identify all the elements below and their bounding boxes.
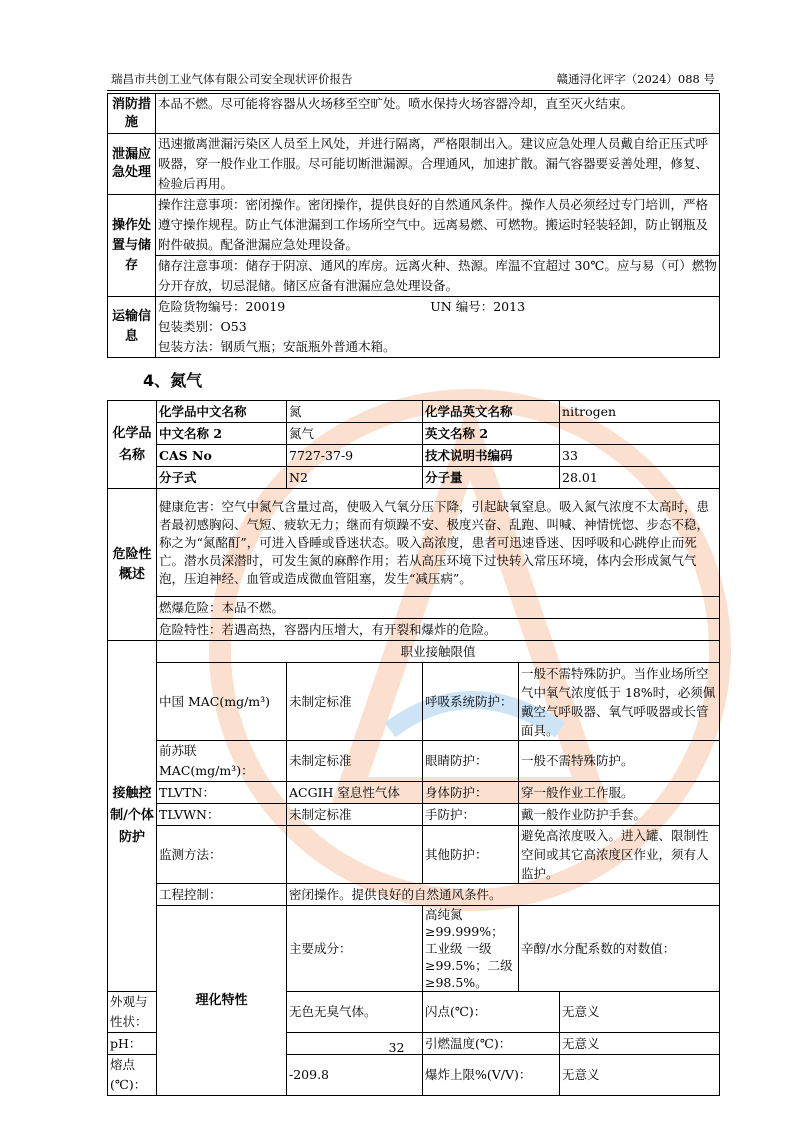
engineering-control-label: 工程控制： [157, 884, 287, 906]
page-number: 32 [388, 1040, 405, 1055]
body-protection-value: 穿一般作业工作服。 [519, 782, 720, 804]
name-block-label: 化学品名称 [108, 401, 157, 489]
ussr-mac-label: 前苏联MAC(mg/m³)： [157, 741, 287, 782]
page-header [107, 70, 719, 88]
row-label: 泄漏应急处理 [108, 134, 156, 195]
exposure-block-label [108, 641, 157, 992]
tlvtn-label: TLVTN： [157, 782, 287, 804]
explosion-hazard-row [108, 597, 720, 619]
field-value: 33 [560, 445, 720, 467]
name-row [108, 423, 720, 445]
field-label: 英文名称 2 [423, 423, 560, 445]
field-value: 氮 [287, 401, 423, 423]
name-row [108, 467, 720, 489]
property-value: 无意义 [560, 1055, 720, 1096]
hazard-property-row [108, 619, 720, 641]
field-label: CAS No [157, 445, 287, 467]
eye-protection-value: 一般不需特殊防护。 [519, 741, 720, 782]
tlvwn-label: TLVWN： [157, 804, 287, 826]
hand-protection-label: 手防护： [423, 804, 519, 826]
field-value: 氮气 [287, 423, 423, 445]
other-protection-label: 其他防护： [423, 826, 519, 884]
name-row [108, 401, 720, 423]
transport-row [108, 297, 720, 358]
exposure-label-text: 接触控制/个体防护 [110, 786, 154, 845]
handling-text: 操作注意事项：密闭操作。密闭操作，提供良好的自然通风条件。操作人员必须经过专门培训，严格遵守操作规程。防止气体泄漏到工作场所空气中。远离易燃、可燃物。搬运时轻装轻卸，防止钢瓶及附件破损。配备泄漏应急处理设备。 [156, 195, 720, 256]
explosion-hazard-text: 燃爆危险：本品不燃。 [157, 597, 720, 619]
packing-class: 包装类别：O53 [158, 319, 247, 334]
field-value [560, 423, 720, 445]
property-label: 闪点(℃)： [423, 992, 560, 1033]
eye-protection-label: 眼睛防护： [423, 741, 519, 782]
field-label: 化学品英文名称 [423, 401, 560, 423]
fire-measures-text: 本品不燃。尽可能将容器从火场移至空旷处。喷水保持火场容器冷却，直至灭火结束。 [156, 94, 720, 134]
hazard-block-label: 危险性概述 [108, 489, 157, 641]
exposure-row [108, 663, 720, 741]
field-value: 28.01 [560, 467, 720, 489]
row-label: 操作处置与储存 [108, 195, 156, 297]
packing-method: 包装方法：钢质气瓶；安瓿瓶外普通木箱。 [158, 339, 396, 354]
hand-protection-value: 戴一般作业防护手套。 [519, 804, 720, 826]
property-value: -209.8 [287, 1055, 423, 1096]
property-block-label: 理化特性 [157, 906, 287, 1096]
china-mac-value: 未制定标准 [287, 663, 423, 741]
name-row [108, 445, 720, 467]
property-label: pH： [108, 1033, 157, 1055]
storage-row [108, 256, 720, 297]
property-value: 无色无臭气体。 [287, 992, 423, 1033]
field-value: N2 [287, 467, 423, 489]
field-value: 7727-37-9 [287, 445, 423, 467]
field-label: 技术说明书编码 [423, 445, 560, 467]
handling-row [108, 195, 720, 256]
property-row [108, 906, 720, 992]
respiratory-value: 一般不需特殊防护。当作业场所空气中氧气浓度低于 18%时，必须佩戴空气呼吸器、氧气呼吸器或长管面具。 [519, 663, 720, 741]
tlvwn-value: 未制定标准 [287, 804, 423, 826]
property-label: 熔点(℃)： [108, 1055, 157, 1096]
exposure-row [108, 826, 720, 884]
ussr-mac-value: 未制定标准 [287, 741, 423, 782]
transport-line-1 [158, 297, 717, 317]
report-title: 瑞昌市共创工业气体有限公司安全现状评价报告 [111, 72, 353, 86]
nitrogen-data-table [107, 400, 720, 1096]
property-value: 无意义 [560, 1033, 720, 1055]
fire-measures-row [108, 94, 720, 134]
dangerous-goods-number: 危险货物编号：20019 [158, 299, 286, 314]
property-label: 主要成分： [287, 906, 423, 992]
leak-response-row [108, 134, 720, 195]
monitoring-value [287, 826, 423, 884]
health-hazard-row [108, 489, 720, 597]
engineering-control-value: 密闭操作。提供良好的自然通风条件。 [287, 884, 720, 906]
body-protection-label: 身体防护： [423, 782, 519, 804]
exposure-row [108, 741, 720, 782]
field-label: 化学品中文名称 [157, 401, 287, 423]
report-number: 赣通浔化评字（2024）088 号 [556, 72, 715, 86]
property-label: 外观与性状： [108, 992, 157, 1033]
property-label: 辛醇/水分配系数的对数值： [519, 906, 720, 992]
exposure-title: 职业接触限值 [157, 641, 720, 663]
property-label: 爆炸上限%(V/V)： [423, 1055, 560, 1096]
field-label: 分子量 [423, 467, 560, 489]
storage-text: 储存注意事项：储存于阴凉、通风的库房。远离火种、热源。库温不宜超过 30℃。应与易（可）燃物分开存放，切忌混储。储区应备有泄漏应急处理设备。 [156, 256, 720, 297]
exposure-title-row [108, 641, 720, 663]
exposure-row [108, 782, 720, 804]
respiratory-label: 呼吸系统防护： [423, 663, 519, 741]
header-rule [107, 90, 719, 91]
field-label: 分子式 [157, 467, 287, 489]
un-number: UN 编号：2013 [430, 299, 526, 314]
transport-info [156, 297, 720, 358]
field-label: 中文名称 2 [157, 423, 287, 445]
property-label: 引燃温度(℃)： [423, 1033, 560, 1055]
tlvtn-value: ACGIH 窒息性气体 [287, 782, 423, 804]
safety-measures-table [107, 93, 720, 358]
other-protection-value: 避免高浓度吸入。进入罐、限制性空间或其它高浓度区作业，须有人监护。 [519, 826, 720, 884]
exposure-row [108, 804, 720, 826]
property-value: 无意义 [560, 992, 720, 1033]
exposure-row [108, 884, 720, 906]
monitoring-label: 监测方法： [157, 826, 287, 884]
row-label: 消防措施 [108, 94, 156, 134]
section-heading: 4、氮气 [143, 371, 203, 390]
row-label: 运输信息 [108, 297, 156, 358]
china-mac-label: 中国 MAC(mg/m³) [157, 663, 287, 741]
hazard-property-text: 危险特性：若遇高热，容器内压增大，有开裂和爆炸的危险。 [157, 619, 720, 641]
property-value: 高纯氮≥99.999%；工业级 一级≥99.5%；二级≥98.5%。 [423, 906, 519, 992]
field-value: nitrogen [560, 401, 720, 423]
health-hazard-text: 健康危害：空气中氮气含量过高，使吸入气氧分压下降，引起缺氧窒息。吸入氮气浓度不太高时，患者最初感胸闷、气短、疲软无力；继而有烦躁不安、极度兴奋、乱跑、叫喊、神情恍惚、步态不稳，称之为“氮酩酊”，可进入昏睡或昏迷状态。吸入高浓度，患者可迅速昏迷、因呼吸和心跳停止而死亡。潜水员深潜时，可发生氮的麻醉作用；若从高压环境下过快转入常压环境，体内会形成氮气气泡，压迫神经、血管或造成微血管阻塞，发生“减压病”。 [157, 489, 720, 597]
leak-response-text: 迅速撤离泄漏污染区人员至上风处，并进行隔离，严格限制出入。建议应急处理人员戴自给正压式呼吸器，穿一般作业工作服。尽可能切断泄漏源。合理通风，加速扩散。漏气容器要妥善处理，修复、检验后再用。 [156, 134, 720, 195]
